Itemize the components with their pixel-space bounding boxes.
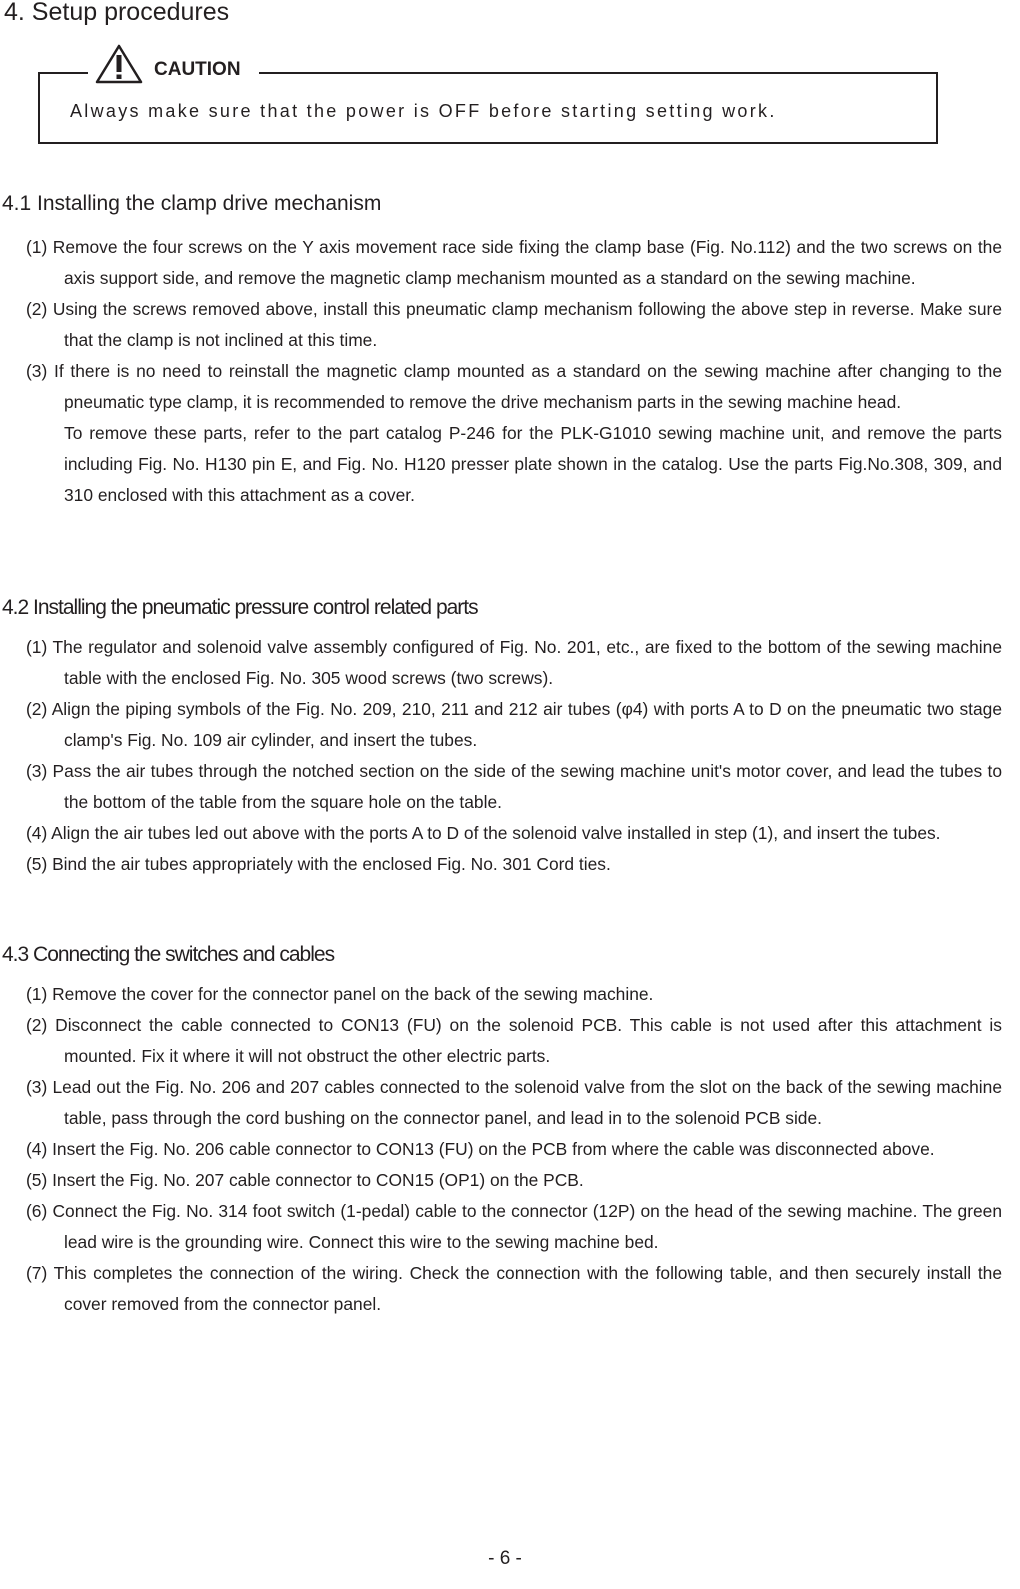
step-list xyxy=(0,232,1020,511)
section-heading: 4.3 Connecting the switches and cables xyxy=(2,943,335,966)
step-item: (3) If there is no need to reinstall the magnetic clamp mounted as a standard on the sewing machine after changing to the pneumatic type clamp, it is recommended to remove the drive mechanism parts in the sewing machine head. xyxy=(26,361,1002,412)
step-item: (6) Connect the Fig. No. 314 foot switch (1-pedal) cable to the connector (12P) on the head of the sewing machine. The green lead wire is the grounding wire. Connect this wire to the sewing machine bed. xyxy=(26,1201,1002,1252)
step-item: (3) Lead out the Fig. No. 206 and 207 cables connected to the solenoid valve from the slot on the back of the sewing machine table, pass through the cord bushing on the connector panel, and lead in to the solenoid PCB side. xyxy=(26,1077,1002,1128)
step-item: (5) Insert the Fig. No. 207 cable connector to CON15 (OP1) on the PCB. xyxy=(26,1170,584,1190)
page-title: 4. Setup procedures xyxy=(4,0,230,26)
step-item: (2) Align the piping symbols of the Fig. No. 209, 210, 211 and 212 air tubes (φ4) with ports A to D on the pneumatic two stage clamp's Fig. No. 109 air cylinder, and insert the tubes. xyxy=(26,699,1002,750)
step-item: (4) Insert the Fig. No. 206 cable connector to CON13 (FU) on the PCB from where the cable was disconnected above. xyxy=(26,1139,935,1159)
step-item: (1) Remove the cover for the connector panel on the back of the sewing machine. xyxy=(26,984,654,1004)
step-item: (2) Using the screws removed above, install this pneumatic clamp mechanism following the above step in reverse. Make sure that the clamp is not inclined at this time. xyxy=(26,299,1002,350)
caution-header xyxy=(88,42,259,86)
section-4-1 xyxy=(0,189,1020,511)
caution-label: CAUTION xyxy=(154,59,241,80)
caution-text: Always make sure that the power is OFF before starting setting work. xyxy=(70,101,777,121)
section-4-2 xyxy=(0,593,1020,880)
step-item: (5) Bind the air tubes appropriately with the enclosed Fig. No. 301 Cord ties. xyxy=(26,854,611,874)
step-item: (4) Align the air tubes led out above with the ports A to D of the solenoid valve installed in step (1), and insert the tubes. xyxy=(26,823,941,843)
step-note: To remove these parts, refer to the part catalog P-246 for the PLK-G1010 sewing machine unit, and remove the parts including Fig. No. H130 pin E, and Fig. No. H120 presser plate shown in the catalog. Use the parts Fig.No.308, 309, and 310 enclosed with this attachment as a cover. xyxy=(64,423,1002,505)
step-item: (3) Pass the air tubes through the notched section on the side of the sewing machine unit's motor cover, and lead the tubes to the bottom of the table from the square hole on the table. xyxy=(26,761,1002,812)
step-item: (2) Disconnect the cable connected to CON13 (FU) on the solenoid PCB. This cable is not used after this attachment is mounted. Fix it where it will not obstruct the other electric parts. xyxy=(26,1015,1002,1066)
section-heading: 4.1 Installing the clamp drive mechanism xyxy=(2,192,382,215)
caution-box xyxy=(38,59,938,144)
step-item: (7) This completes the connection of the wiring. Check the connection with the following table, and then securely install the cover removed from the connector panel. xyxy=(26,1263,1002,1314)
page-number: - 6 - xyxy=(488,1548,522,1569)
section-4-3 xyxy=(0,940,1020,1320)
step-item: (1) Remove the four screws on the Y axis movement race side fixing the clamp base (Fig. No.112) and the two screws on the axis support side, and remove the magnetic clamp mechanism mounted as a standard on the sewing machine. xyxy=(26,237,1002,288)
section-heading: 4.2 Installing the pneumatic pressure control related parts xyxy=(2,596,478,619)
step-list xyxy=(0,979,1020,1320)
step-list xyxy=(0,632,1020,880)
warning-triangle-icon xyxy=(94,44,144,84)
step-item: (1) The regulator and solenoid valve assembly configured of Fig. No. 201, etc., are fixed to the bottom of the sewing machine table with the enclosed Fig. No. 305 wood screws (two screws). xyxy=(26,637,1002,688)
